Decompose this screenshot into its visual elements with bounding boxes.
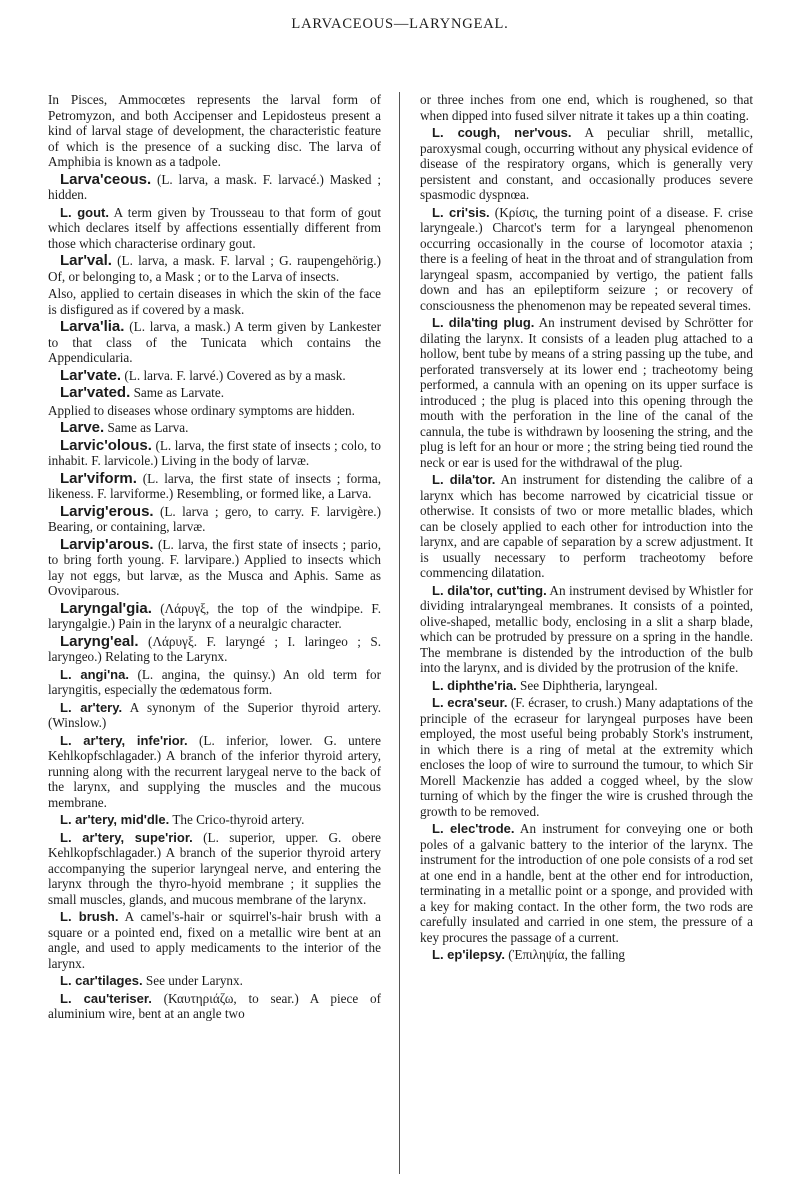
running-header: LARVACEOUS—LARYNGEAL.	[291, 16, 509, 32]
dictionary-entry	[48, 601, 381, 632]
entry-headword: L. ep'ilepsy.	[432, 947, 505, 962]
dictionary-entry	[48, 909, 381, 971]
entry-definition: (L. larva. F. larvé.) Covered as by a mask.	[124, 367, 346, 383]
dictionary-entry	[48, 991, 381, 1022]
entry-definition: (L. larva, the first state of insects ; forma, likeness. F. larviforme.) Resembling, or formed like, a Larva.	[48, 470, 381, 501]
entry-definition: A synonym of the Superior thyroid artery. (Winslow.)	[48, 699, 381, 730]
dictionary-entry	[48, 438, 381, 469]
dictionary-entry	[48, 504, 381, 535]
entry-definition: An instrument devised by Whistler for dividing intralaryngeal membranes. It consists of a pointed, olive-shaped, metallic body, enclosing in a slit a sharp blade, which can be protruded by pressure on a spring in the handle. The membrane is distended by the introduction of the bulb into the larynx, and is divided by the protrusion of the knife.	[420, 582, 753, 675]
dictionary-entry	[48, 667, 381, 698]
entry-definition: Also, applied to certain diseases in which the skin of the face is disfigured as if covered by a mask.	[48, 286, 381, 317]
entry-headword: L. dila'tor, cut'ting.	[432, 582, 547, 598]
dictionary-entry	[48, 634, 381, 665]
dictionary-entry	[48, 700, 381, 731]
entry-definition: A camel's-hair or squirrel's-hair brush with a square or a pointed end, fixed on a metallic wire bent at an angle, and used to apply medicaments to the interior of the larynx.	[48, 909, 382, 971]
dictionary-entry	[420, 695, 753, 819]
dictionary-entry	[48, 172, 381, 203]
entry-headword: L. car'tilages.	[60, 973, 143, 988]
entry-definition: (L. inferior, lower. G. untere Kehlkopfschlagader.) A branch of the inferior thyroid artery, running along with the recurrent larygeal nerve to the back of the larynx, and supplying the muscles and the mucous membrane.	[48, 732, 382, 810]
entry-headword: Lar'vate.	[60, 366, 122, 384]
entry-definition: (L. larva ; gero, to carry. F. larvigère.) Bearing, or containing, larvæ.	[48, 503, 381, 534]
entry-headword: L. dila'tor.	[432, 472, 496, 487]
entry-headword: Laryng'eal.	[60, 632, 139, 650]
entry-headword: L. angi'na.	[60, 666, 129, 682]
dictionary-entry	[48, 92, 381, 170]
dictionary-entry	[420, 315, 753, 470]
entry-definition: See Diphtheria, laryngeal.	[520, 677, 658, 693]
dictionary-entry	[420, 678, 753, 694]
entry-headword: L. dila'ting plug.	[432, 315, 535, 330]
dictionary-entry	[48, 205, 381, 252]
entry-headword: L. cough, ner'vous.	[432, 125, 572, 140]
entry-definition: An instrument for conveying one or both poles of a galvanic battery to the interior of the larynx. The instrument for the introduction of one pole consists of a rod set at one end in a handle, bent at the other end for introduction, terminating in a metallic point or a sponge, and provided with a key for making contact. In the other form, the two rods are carefully insulated and carried in one stem, the pressure of a key procures the passage of a current.	[420, 821, 754, 945]
left-column	[48, 92, 381, 1024]
entry-headword: Lar'vated.	[60, 384, 131, 401]
entry-headword: Larva'lia.	[60, 318, 125, 335]
dictionary-entry	[48, 471, 381, 502]
entry-headword: L. ar'tery, mid'dle.	[60, 812, 170, 827]
dictionary-entry	[48, 812, 381, 828]
entry-definition: (Καυτηριάζω, to sear.) A piece of aluminium wire, bent at an angle two	[48, 990, 381, 1021]
entry-definition: In Pisces, Ammocœtes represents the larval form of Petromyzon, and both Accipenser and Lepidosteus present a kind of larval stage of development, the characteristic feature of which is the presence of a sucking disc. The larva of Amphibia is known as a tadpole.	[48, 92, 381, 169]
entry-headword: L. elec'trode.	[432, 821, 515, 836]
entry-definition: Same as Larvate.	[133, 385, 225, 400]
dictionary-entry	[48, 537, 381, 599]
entry-definition: The Crico-thyroid artery.	[172, 812, 305, 827]
entry-headword: Larvic'olous.	[60, 436, 152, 454]
entry-headword: L. brush.	[60, 909, 119, 924]
entry-headword: Larve.	[60, 419, 105, 436]
dictionary-entry	[48, 385, 381, 401]
dictionary-entry	[420, 472, 753, 581]
entry-definition: An instrument for distending the calibre of a larynx which has become narrowed by cicatricial tissue or otherwise. It consists of two or more metallic blades, which can be closely applied to each other for introduction into the larynx, and are capable of separation by a screw adjustment. It is usually necessary to perform tracheotomy before commencing dilatation.	[420, 472, 754, 580]
dictionary-entry	[48, 830, 381, 908]
dictionary-entry	[420, 125, 753, 203]
dictionary-entry	[420, 92, 753, 123]
entry-definition: (L. angina, the quinsy.) An old term for laryngitis, especially the œdematous form.	[48, 666, 382, 697]
dictionary-entry	[48, 319, 381, 366]
entry-definition: A term given by Trousseau to that form of gout which declares itself by affections essentially different from those which characterise ordinary gout.	[48, 204, 381, 251]
dictionary-entry	[48, 286, 381, 317]
entry-headword: Laryngal'gia.	[60, 599, 152, 617]
dictionary-entry	[48, 973, 381, 989]
entry-definition: A peculiar shrill, metallic, paroxysmal cough, occurring without any physical evidence of disease of the respiratory organs, which is generally very persistent and constant, and occasionally produces severe spasmodic dyspnœa.	[420, 125, 753, 202]
dictionary-entry	[420, 947, 753, 963]
entry-headword: L. ar'tery.	[60, 699, 123, 715]
entry-headword: L. ar'tery, supe'rior.	[60, 829, 193, 845]
entry-definition: (L. larva, the first state of insects ; pario, to bring forth young. F. larvipare.) Applied to insects which lay not eggs, but larvæ, as the Musca and Aphis. Same as Ovoviparous.	[48, 536, 382, 598]
entry-definition: (L. larva, a mask. F. larvacé.) Masked ; hidden.	[48, 171, 381, 202]
entry-headword: Larva'ceous.	[60, 170, 152, 188]
dictionary-entry	[48, 253, 381, 284]
entry-definition: See under Larynx.	[145, 973, 243, 988]
entry-headword: Larvip'arous.	[60, 535, 154, 553]
entry-definition: (Ἐπιληψία, the falling	[508, 947, 626, 962]
entry-headword: L. cau'teriser.	[60, 990, 152, 1006]
entry-definition: Same as Larva.	[107, 420, 189, 435]
entry-definition: or three inches from one end, which is roughened, so that when dipped into fused silver nitrate it takes up a thin coating.	[420, 92, 753, 123]
dictionary-entry	[420, 583, 753, 676]
entry-headword: L. diphthe'ria.	[432, 677, 517, 693]
entry-headword: Lar'viform.	[60, 469, 137, 487]
entry-headword: L. ar'tery, infe'rior.	[60, 732, 188, 748]
entry-definition: (L. larva, a mask.) A term given by Lankester to that class of the Tunicata which contains the Appendicularia.	[48, 319, 382, 365]
entry-definition: (L. superior, upper. G. obere Kehlkopfschlagader.) A branch of the superior thyroid artery accompanying the superior laryngeal nerve, and entering the larynx through the thyro-hyoid membrane ; it supplies the small muscles, glands, and mucous membrane of the larynx.	[48, 829, 381, 907]
dictionary-entry	[420, 205, 753, 314]
dictionary-entry	[48, 368, 381, 384]
dictionary-entry	[420, 821, 753, 945]
entry-definition: (L. larva, a mask. F. larval ; G. raupengehörig.) Of, or belonging to, a Mask ; or to the Larva of insects.	[48, 253, 381, 284]
entry-headword: L. ecra'seur.	[432, 695, 508, 710]
dictionary-entry	[48, 420, 381, 436]
entry-headword: Larvig'erous.	[60, 502, 154, 520]
entry-definition: (Λάρυγξ. F. laryngé ; I. laringeo ; S. laryngeo.) Relating to the Larynx.	[48, 633, 382, 664]
entry-definition: (Κρίσις, the turning point of a disease. F. crise laryngeale.) Charcot's term for a laryngeal phenomenon occurring occasionally in the course of locomotor ataxia ; there is a feeling of heat in the throat and of strangulation from laryngeal spasm, accompanied by vertigo, the patient falls down and has an epileptiform seizure ; or recovery of consciousness the phenomenon may be repeated several times.	[420, 204, 753, 313]
entry-definition: Applied to diseases whose ordinary symptoms are hidden.	[48, 402, 355, 418]
entry-definition: (F. écraser, to crush.) Many adaptations of the principle of the ecraseur for laryngeal purposes have been employed, the most useful being probably Stork's instrument, in which there is a ring of metal at the extremity which encloses the loop of wire to surround the tumour, to which Sir Morell Mackenzie has added a cogged wheel, by the slow turning of which by the finger the wire is crushed through the growth to be removed.	[420, 695, 754, 819]
right-column	[420, 92, 753, 965]
column-divider	[399, 92, 400, 1174]
entry-definition: (L. larva, the first state of insects ; colo, to inhabit. F. larvicole.) Living in the body of larvæ.	[48, 437, 382, 468]
entry-headword: Lar'val.	[60, 252, 112, 269]
entry-definition: An instrument devised by Schrötter for dilating the larynx. It consists of a leaden plug attached to a hollow, bent tube by means of a string passing up the tube, and perforated transversely at its lower end ; tracheotomy being performed, a cannula with an opening on its upper surface is introduced ; the plug is placed into this opening through the mouth with the perforation in the line of the canal of the cannula, the tube is withdrawn by loosening the string, and the plug is left for an hour or more ; the string being tied round the neck or ear is used for the withdrawal of the plug.	[420, 315, 753, 470]
entry-headword: L. cri'sis.	[432, 204, 490, 220]
dictionary-entry	[48, 403, 381, 419]
entry-headword: L. gout.	[60, 204, 109, 220]
entry-definition: (Λάρυγξ, the top of the windpipe. F. laryngalgie.) Pain in the larynx of a neuralgic character.	[48, 600, 381, 631]
dictionary-entry	[48, 733, 381, 811]
